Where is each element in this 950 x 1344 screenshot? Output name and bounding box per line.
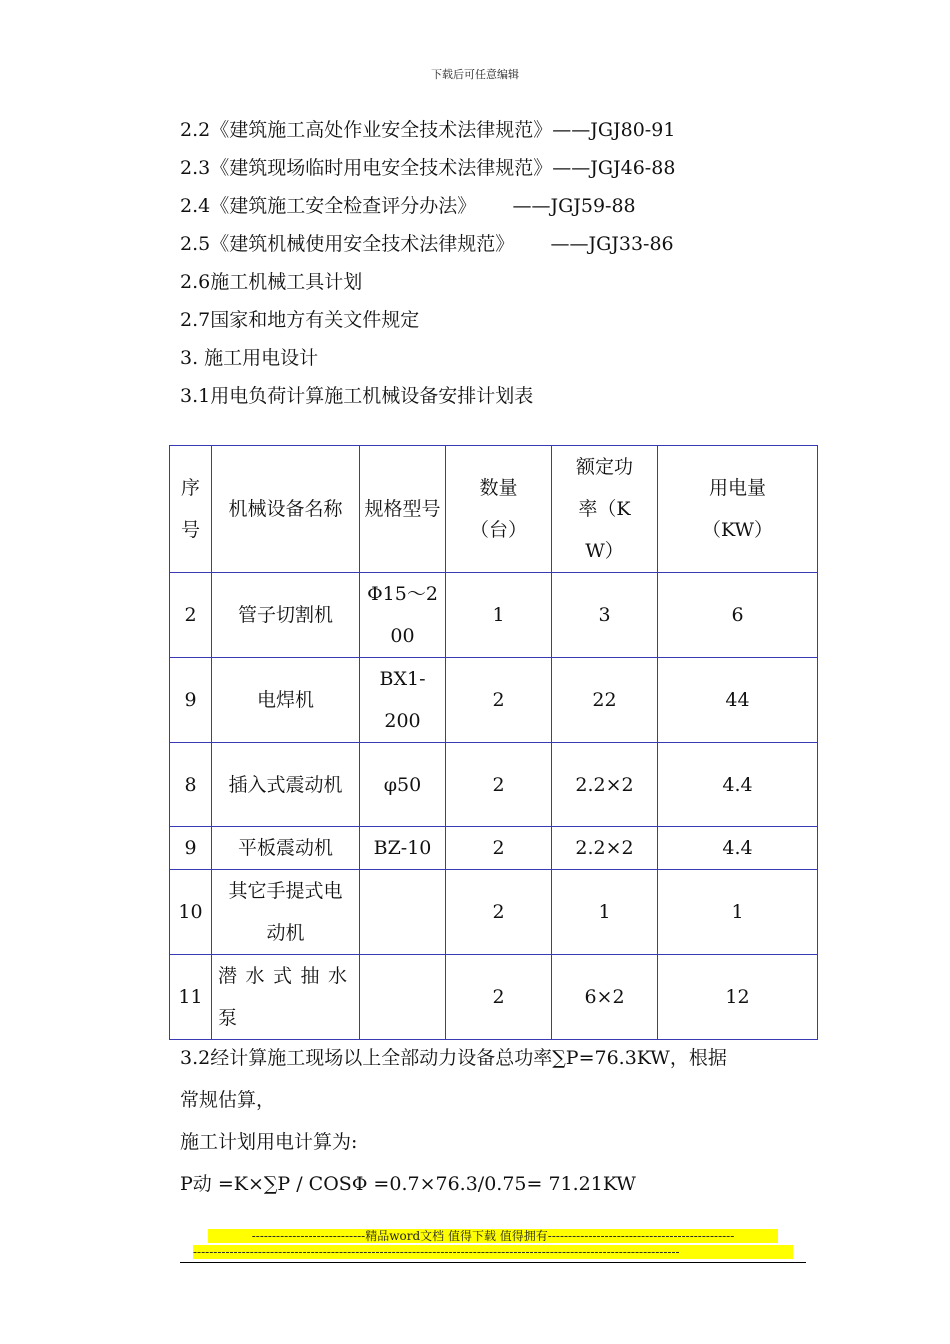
table-cell: 11 bbox=[170, 955, 212, 1040]
table-cell: Φ15～200 bbox=[360, 573, 446, 658]
table-row bbox=[170, 573, 818, 658]
table-cell: 1 bbox=[552, 870, 658, 955]
header-cell: 机械设备名称 bbox=[212, 446, 360, 573]
ref-line-2-7: 2.7国家和地方有关文件规定 bbox=[180, 309, 420, 331]
table-cell: 12 bbox=[658, 955, 818, 1040]
table-cell: 2 bbox=[446, 870, 552, 955]
equipment-table bbox=[169, 445, 818, 1040]
table-cell: 2.2×2 bbox=[552, 743, 658, 827]
table-row bbox=[170, 743, 818, 827]
table-row bbox=[170, 658, 818, 743]
table-cell: 4.4 bbox=[658, 827, 818, 870]
table-cell: 6×2 bbox=[552, 955, 658, 1040]
table-row bbox=[170, 870, 818, 955]
footer-rule bbox=[180, 1262, 806, 1263]
table-cell: 9 bbox=[170, 658, 212, 743]
table-cell: 2 bbox=[446, 955, 552, 1040]
footer-banner: ----------------------------精品word文档 值得下载 值得拥有---------------------------------------------- bbox=[208, 1229, 778, 1243]
table-row bbox=[170, 827, 818, 870]
table-cell: BZ-10 bbox=[360, 827, 446, 870]
table-cell: 插入式震动机 bbox=[212, 743, 360, 827]
ref-line-2-4: 2.4《建筑施工安全检查评分办法》 ——JGJ59-88 bbox=[180, 195, 636, 217]
table-cell: φ50 bbox=[360, 743, 446, 827]
table-cell: 2 bbox=[446, 743, 552, 827]
calc-line-3-2: 3.2经计算施工现场以上全部动力设备总功率∑P=76.3KW，根据 bbox=[180, 1047, 727, 1069]
table-cell: 9 bbox=[170, 827, 212, 870]
table-cell: 44 bbox=[658, 658, 818, 743]
table-cell: 10 bbox=[170, 870, 212, 955]
table-cell: 2 bbox=[170, 573, 212, 658]
ref-line-2-5: 2.5《建筑机械使用安全技术法律规范》 ——JGJ33-86 bbox=[180, 233, 674, 255]
table-cell bbox=[360, 955, 446, 1040]
table-cell: BX1-200 bbox=[360, 658, 446, 743]
page-header: 下载后可任意编辑 bbox=[431, 68, 519, 81]
table-cell: 2 bbox=[446, 827, 552, 870]
footer-dashes: ------------------------------------------------------------------------------------------------------------------------ bbox=[193, 1245, 793, 1259]
header-cell: 序号 bbox=[170, 446, 212, 573]
section-heading-3: 3. 施工用电设计 bbox=[180, 347, 319, 369]
ref-line-2-3: 2.3《建筑现场临时用电安全技术法律规范》——JGJ46-88 bbox=[180, 157, 676, 179]
ref-line-2-6: 2.6施工机械工具计划 bbox=[180, 271, 363, 293]
table-row bbox=[170, 955, 818, 1040]
table-cell: 2 bbox=[446, 658, 552, 743]
ref-line-2-2: 2.2《建筑施工高处作业安全技术法律规范》——JGJ80-91 bbox=[180, 119, 676, 141]
table-header-row bbox=[170, 446, 818, 573]
table-cell: 2.2×2 bbox=[552, 827, 658, 870]
header-cell: 额定功率（KW） bbox=[552, 446, 658, 573]
table-cell: 8 bbox=[170, 743, 212, 827]
table-cell bbox=[360, 870, 446, 955]
table-cell: 1 bbox=[446, 573, 552, 658]
table-cell: 潜水式抽水泵 bbox=[212, 955, 360, 1040]
table-cell: 管子切割机 bbox=[212, 573, 360, 658]
header-cell: 数量（台） bbox=[446, 446, 552, 573]
table-cell: 其它手提式电动机 bbox=[212, 870, 360, 955]
table-cell: 6 bbox=[658, 573, 818, 658]
table-cell: 平板震动机 bbox=[212, 827, 360, 870]
calc-line-intro: 施工计划用电计算为: bbox=[180, 1131, 358, 1153]
header-cell: 规格型号 bbox=[360, 446, 446, 573]
table-caption: 3.1用电负荷计算施工机械设备安排计划表 bbox=[180, 385, 534, 407]
calc-line-cont: 常规估算， bbox=[180, 1089, 276, 1111]
table-cell: 4.4 bbox=[658, 743, 818, 827]
header-cell: 用电量（KW） bbox=[658, 446, 818, 573]
table-cell: 电焊机 bbox=[212, 658, 360, 743]
calc-formula: P动 =K×∑P / COSΦ =0.7×76.3/0.75= 71.21KW bbox=[180, 1173, 636, 1195]
table-cell: 3 bbox=[552, 573, 658, 658]
table-cell: 1 bbox=[658, 870, 818, 955]
table-cell: 22 bbox=[552, 658, 658, 743]
